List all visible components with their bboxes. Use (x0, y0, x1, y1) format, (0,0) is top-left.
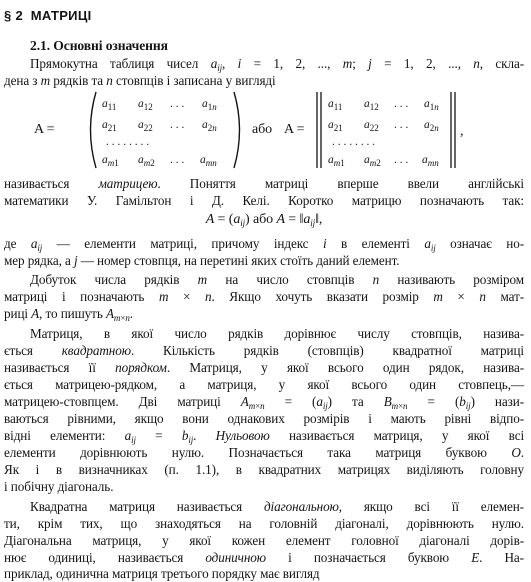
text-line-24: нює одиниці, називається одиничною і позначається буквою E. На- (4, 550, 524, 565)
text-line-25: приклад, одинична матриця третього порядку має вигляд (4, 566, 320, 581)
text-line-15: матрицею-стовпцем. Дві матриці $A_{m\times n} = (a_{ij})$ та $B_{m\times n} = (b_{ij})$ нази- (4, 394, 525, 411)
row1-dots: . . . (170, 98, 185, 110)
entry-a12-b: $a_{12}$ (364, 98, 379, 112)
matrix-lhs-2: A = (284, 122, 305, 137)
text-line-13: називається її порядком. Матриця, у якої всього один рядок, назива- (4, 360, 524, 375)
text-line-4: математики У. Гамільтон і Д. Келі. Коротко матрицю позначають так: (4, 193, 524, 208)
text-line-9: матриці і позначають m × n. Якщо хочуть вказати розмір m × n мат- (4, 289, 525, 304)
entry-a1n-b: $a_{1n}$ (424, 98, 439, 112)
text-line-18: елементи дорівнюють нулю. Позначається така матриця буквою O. (4, 445, 524, 460)
conj-abo: або (252, 122, 273, 137)
text-line-8: Добуток числа рядків m на число стовпців n називають розміром (30, 272, 525, 287)
row2-dots-b: . . . (394, 119, 409, 131)
text-line-22: ти, крім тих, що знаходяться на головній діагоналі, дорівнюють нулю. (4, 516, 524, 531)
entry-amn-b: $a_{mn}$ (422, 154, 439, 168)
right-paren-icon (232, 90, 246, 170)
text-line-1: Прямокутна таблиця чисел $a_{ij}$, i = 1, 2, ..., m; j = 1, 2, ..., n, скла- (30, 56, 524, 73)
text-line-2: дена з m рядків та n стовпців і записана у вигляді (4, 73, 276, 88)
middle-dots: . . . . . . . . (106, 136, 150, 148)
entry-am1: $a_{m1}$ (102, 154, 119, 168)
entry-a2n-b: $a_{2n}$ (424, 119, 439, 133)
text-line-23: Діагональна матриця, у якої кожен елемент головної діагоналі дорів- (4, 533, 524, 548)
entry-am1-b: $a_{m1}$ (328, 154, 345, 168)
row3-dots: . . . (170, 154, 185, 166)
text-line-16: ваються рівними, якщо вони однакових розмірів і мають рівні відпо- (4, 411, 524, 426)
entry-a11: $a_{11}$ (102, 98, 117, 112)
entry-am2-b: $a_{m2}$ (364, 154, 381, 168)
row3-dots-b: . . . (394, 154, 409, 166)
entry-a12: $a_{12}$ (138, 98, 153, 112)
matrix-norm (324, 92, 448, 168)
matrix-lhs: A = (34, 122, 55, 137)
entry-a21-b: $a_{21}$ (328, 119, 343, 133)
text-line-17: відні елементи: $a_{ij} = b_{ij}$. Нульовою називається матриця, у якої всі (4, 428, 525, 445)
matrix-trailing-comma: , (460, 124, 464, 139)
entry-a21: $a_{21}$ (102, 119, 117, 133)
text-line-7: мер рядка, а j — номер стовпця, на перетині яких стоїть даний елемент. (4, 253, 400, 268)
text-line-21: Квадратна матриця називається діагональною, якщо всі її елемен- (30, 499, 524, 514)
text-line-12: ється квадратною. Кількість рядків (стовпців) квадратної матриці (4, 343, 524, 358)
middle-dots-b: . . . . . . . . (332, 136, 376, 148)
entry-a2n: $a_{2n}$ (202, 119, 217, 133)
text-line-3: називається матрицею. Поняття матриці вперше ввели англійські (4, 176, 524, 191)
text-line-11: Матриця, в якої число рядків дорівнює числу стовпців, назива- (30, 326, 524, 341)
entry-a11-b: $a_{11}$ (328, 98, 343, 112)
left-double-bar-icon (314, 90, 324, 170)
entry-am2: $a_{m2}$ (138, 154, 155, 168)
entry-a1n: $a_{1n}$ (202, 98, 217, 112)
text-line-14: ється матрицею-рядком, а матриця, у якої всього один стовпець,— (4, 377, 524, 392)
entry-a22-b: $a_{22}$ (364, 119, 379, 133)
subsection-title: 2.1. Основні означення (30, 38, 168, 53)
entry-amn: $a_{mn}$ (200, 154, 217, 168)
right-double-bar-icon (448, 90, 458, 170)
matrix-paren (96, 92, 232, 168)
text-line-6: де $a_{ij}$ — елементи матриці, причому індекс i в елементі $a_{ij}$ означає но- (4, 236, 524, 253)
text-line-5-formula: $A = (a_{ij})$ або $A = ‖a_{ij}‖$, (205, 212, 323, 228)
text-line-20: і побічну діагональ. (4, 479, 114, 494)
section-title: § 2 МАТРИЦІ (4, 8, 92, 23)
entry-a22: $a_{22}$ (138, 119, 153, 133)
row1-dots-b: . . . (394, 98, 409, 110)
row2-dots: . . . (170, 119, 185, 131)
text-line-10: риці A, то пишуть $A_{m\times n}$. (4, 306, 133, 323)
text-line-19: Як і в визначниках (п. 1.1), в квадратних матрицях виділяють головну (4, 462, 524, 477)
